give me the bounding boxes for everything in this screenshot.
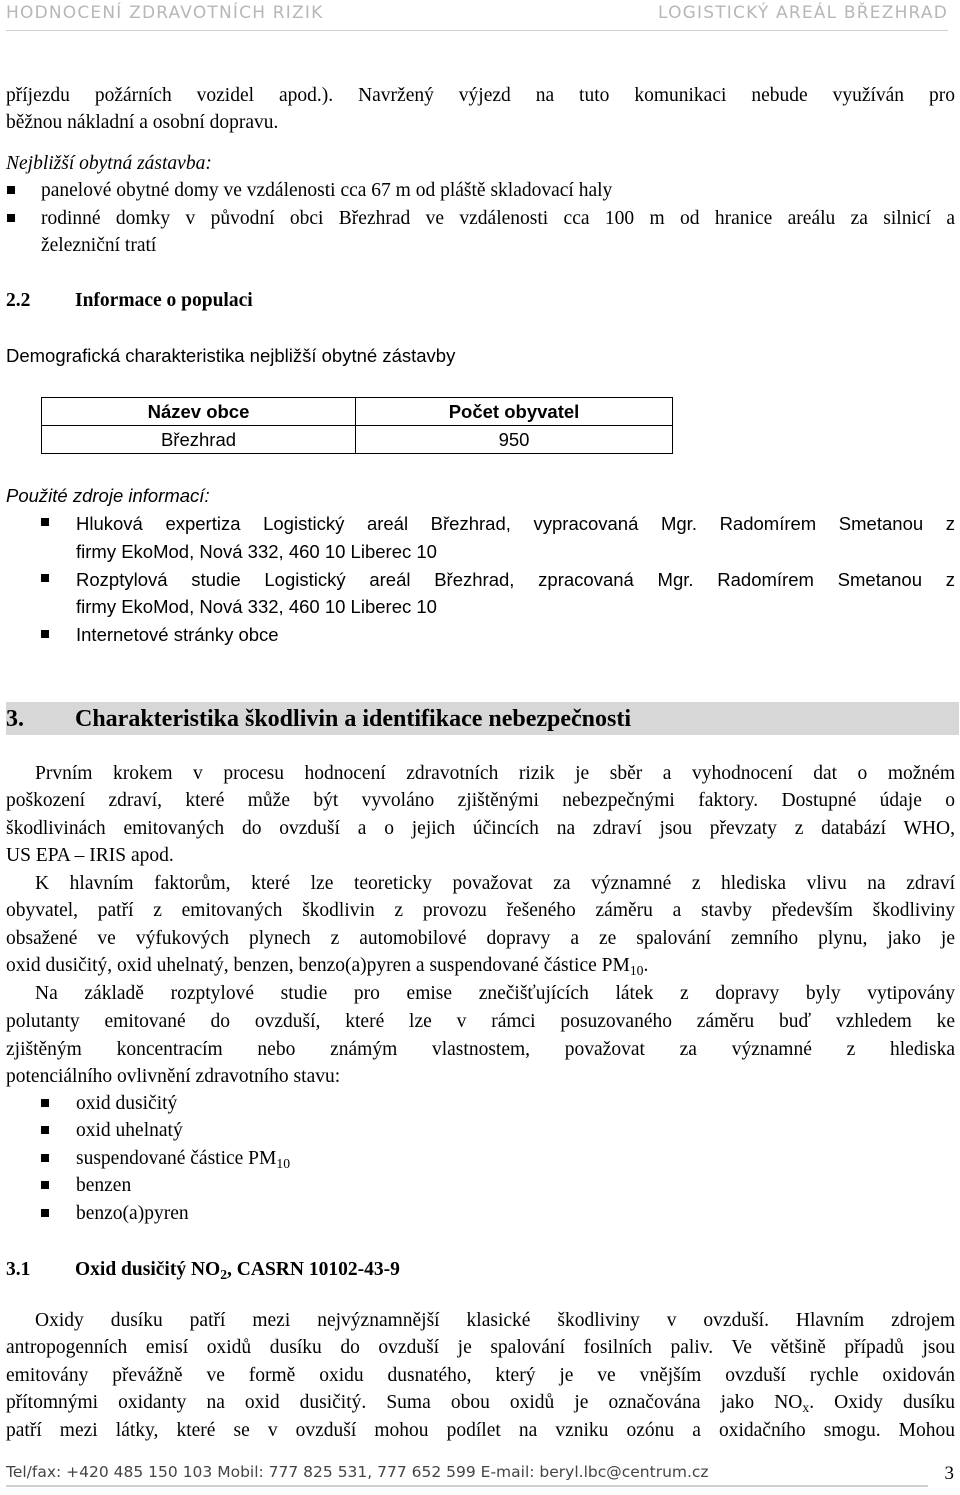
p2-line-4-end: . (643, 955, 649, 976)
p2-line-2: obyvatel, patří z emitovaných škodlivin z provozu řešeného záměru a stavby především škodliviny (6, 900, 955, 921)
section-2-2-number: 2.2 (6, 290, 31, 311)
p3-line-1: Na základě rozptylové studie pro emise znečišťujících látek z dopravy byly vytipovány (35, 983, 955, 1004)
section-3-number: 3. (6, 706, 24, 732)
bullet-icon (7, 214, 15, 222)
page-number: 3 (944, 1463, 954, 1484)
source-2-line-1: Rozptylová studie Logistický areál Březhrad, zpracovaná Mgr. Radomírem Smetanou z (76, 569, 955, 590)
bullet-icon (41, 1154, 49, 1162)
section-3-heading (6, 702, 959, 735)
population-table (41, 397, 673, 454)
p1-line-4: US EPA – IRIS apod. (6, 845, 174, 866)
intro-line-1: příjezdu požárních vozidel apod.). Navržený výjezd na tuto komunikaci nebude využíván pro (6, 85, 955, 106)
footer-divider (6, 1485, 928, 1487)
nearest-heading: Nejbližší obytná zástavba: (6, 153, 212, 174)
pm10-subscript: 10 (276, 1156, 291, 1171)
bullet-icon (41, 630, 49, 638)
page-header (6, 0, 948, 31)
no2-subscript: 2 (220, 1267, 228, 1282)
nearest-item-1: panelové obytné domy ve vzdálenosti cca 67 m od pláště skladovací haly (41, 180, 613, 201)
source-3: Internetové stránky obce (76, 624, 279, 645)
section-3-1-title-a: Oxid dusičitý NO (75, 1259, 221, 1280)
p2-line-4-text: oxid dusičitý, oxid uhelnatý, benzen, benzo(a)pyren a suspendované částice PM (6, 955, 630, 976)
p2-line-3: obsažené ve výfukových plynech z automobilové dopravy a ze spalování zemního plynu, jako je (6, 928, 955, 949)
p4-line-3: emitovány převážně ve formě oxidu dusnatého, který je ve vnějším ovzduší rychle oxidován (6, 1365, 955, 1386)
header-right: LOGISTICKÝ AREÁL BŘEZHRAD (658, 3, 948, 23)
p3-line-3: zjištěným koncentracím nebo známým vlastnostem, považovat za významné z hlediska (6, 1039, 955, 1060)
p2-line-1: K hlavním faktorům, které lze teoreticky považovat za významné z hlediska vlivu na zdraví (35, 873, 955, 894)
section-3-1-number: 3.1 (6, 1259, 31, 1280)
table-row (42, 426, 673, 454)
p4-line-4-a: přítomnými oxidanty na oxid dusičitý. Suma obou oxidů je označována jako NO (6, 1392, 803, 1413)
pollutant-item: oxid uhelnatý (76, 1120, 183, 1141)
intro-line-2: běžnou nákladní a osobní dopravu. (6, 112, 279, 133)
p1-line-2: poškození zdraví, které může být vyvoláno zjištěnými nebezpečnými faktory. Dostupné údaje o (6, 790, 955, 811)
bullet-icon (41, 1181, 49, 1189)
source-1-line-2: firmy EkoMod, Nová 332, 460 10 Liberec 10 (76, 541, 437, 562)
bullet-icon (7, 186, 15, 194)
p4-line-1: Oxidy dusíku patří mezi nejvýznamnější klasické škodliviny v ovzduší. Hlavním zdrojem (35, 1310, 955, 1331)
sources-heading: Použité zdroje informací: (6, 485, 210, 506)
table-cell: 950 (356, 426, 673, 454)
pollutant-item: oxid dusičitý (76, 1093, 178, 1114)
source-2-line-2: firmy EkoMod, Nová 332, 460 10 Liberec 10 (76, 596, 437, 617)
pollutant-item-text: suspendované částice PM (76, 1148, 277, 1169)
nox-subscript: x (802, 1400, 810, 1415)
page-footer (6, 1463, 960, 1484)
footer-contact: Tel/fax: +420 485 150 103 Mobil: 777 825 531, 777 652 599 E-mail: beryl.lbc@centrum.cz (6, 1463, 709, 1481)
section-2-2-subtitle: Demografická charakteristika nejbližší obytné zástavby (6, 345, 456, 366)
p1-line-3: škodlivinách emitovaných do ovzduší a o jejich účincích na zdraví jsou převzaty z databází WHO, (6, 818, 955, 839)
table-header-cell: Název obce (42, 398, 356, 426)
bullet-icon (41, 1099, 49, 1107)
bullet-icon (41, 1126, 49, 1134)
p3-line-2: polutanty emitované do ovzduší, které lze v rámci posuzovaného záměru buď vzhledem ke (6, 1011, 955, 1032)
source-1-line-1: Hluková expertiza Logistický areál Březhrad, vypracovaná Mgr. Radomírem Smetanou z (76, 513, 955, 534)
section-3-1-title-b: , CASRN 10102-43-9 (227, 1259, 400, 1280)
bullet-icon (41, 574, 49, 582)
section-3-title: Charakteristika škodlivin a identifikace nebezpečnosti (75, 706, 632, 732)
nearest-item-2-line-2: železniční tratí (41, 235, 157, 256)
table-header-cell: Počet obyvatel (356, 398, 673, 426)
section-3-1-title (75, 1256, 400, 1283)
pollutant-item: benzen (76, 1175, 132, 1196)
pm10-subscript: 10 (629, 963, 644, 978)
p4-line-2: antropogenních emisí oxidů dusíku do ovzduší je spalování fosilních paliv. Ve většině případů jsou (6, 1337, 955, 1358)
pollutant-item: benzo(a)pyren (76, 1203, 189, 1224)
p4-line-5: patří mezi látky, které se v ovzduší mohou podílet na vzniku ozónu a oxidačního smogu. Mohou (6, 1420, 955, 1441)
header-left: HODNOCENÍ ZDRAVOTNÍCH RIZIK (6, 3, 324, 23)
p4-line-4 (6, 1389, 955, 1416)
p4-line-4-b: . Oxidy dusíku (809, 1392, 955, 1413)
table-header-row (42, 398, 673, 426)
table-cell: Březhrad (42, 426, 356, 454)
pollutant-item (76, 1145, 290, 1172)
nearest-item-2-line-1: rodinné domky v původní obci Březhrad ve vzdálenosti cca 100 m od hranice areálu za silnicí a (41, 208, 955, 229)
bullet-icon (41, 518, 49, 526)
section-2-2-title: Informace o populaci (75, 290, 253, 311)
p3-line-4: potenciálního ovlivnění zdravotního stavu: (6, 1066, 341, 1087)
p2-line-4 (6, 952, 648, 979)
bullet-icon (41, 1209, 49, 1217)
p1-line-1: Prvním krokem v procesu hodnocení zdravotních rizik je sběr a vyhodnocení dat o možném (35, 763, 955, 784)
